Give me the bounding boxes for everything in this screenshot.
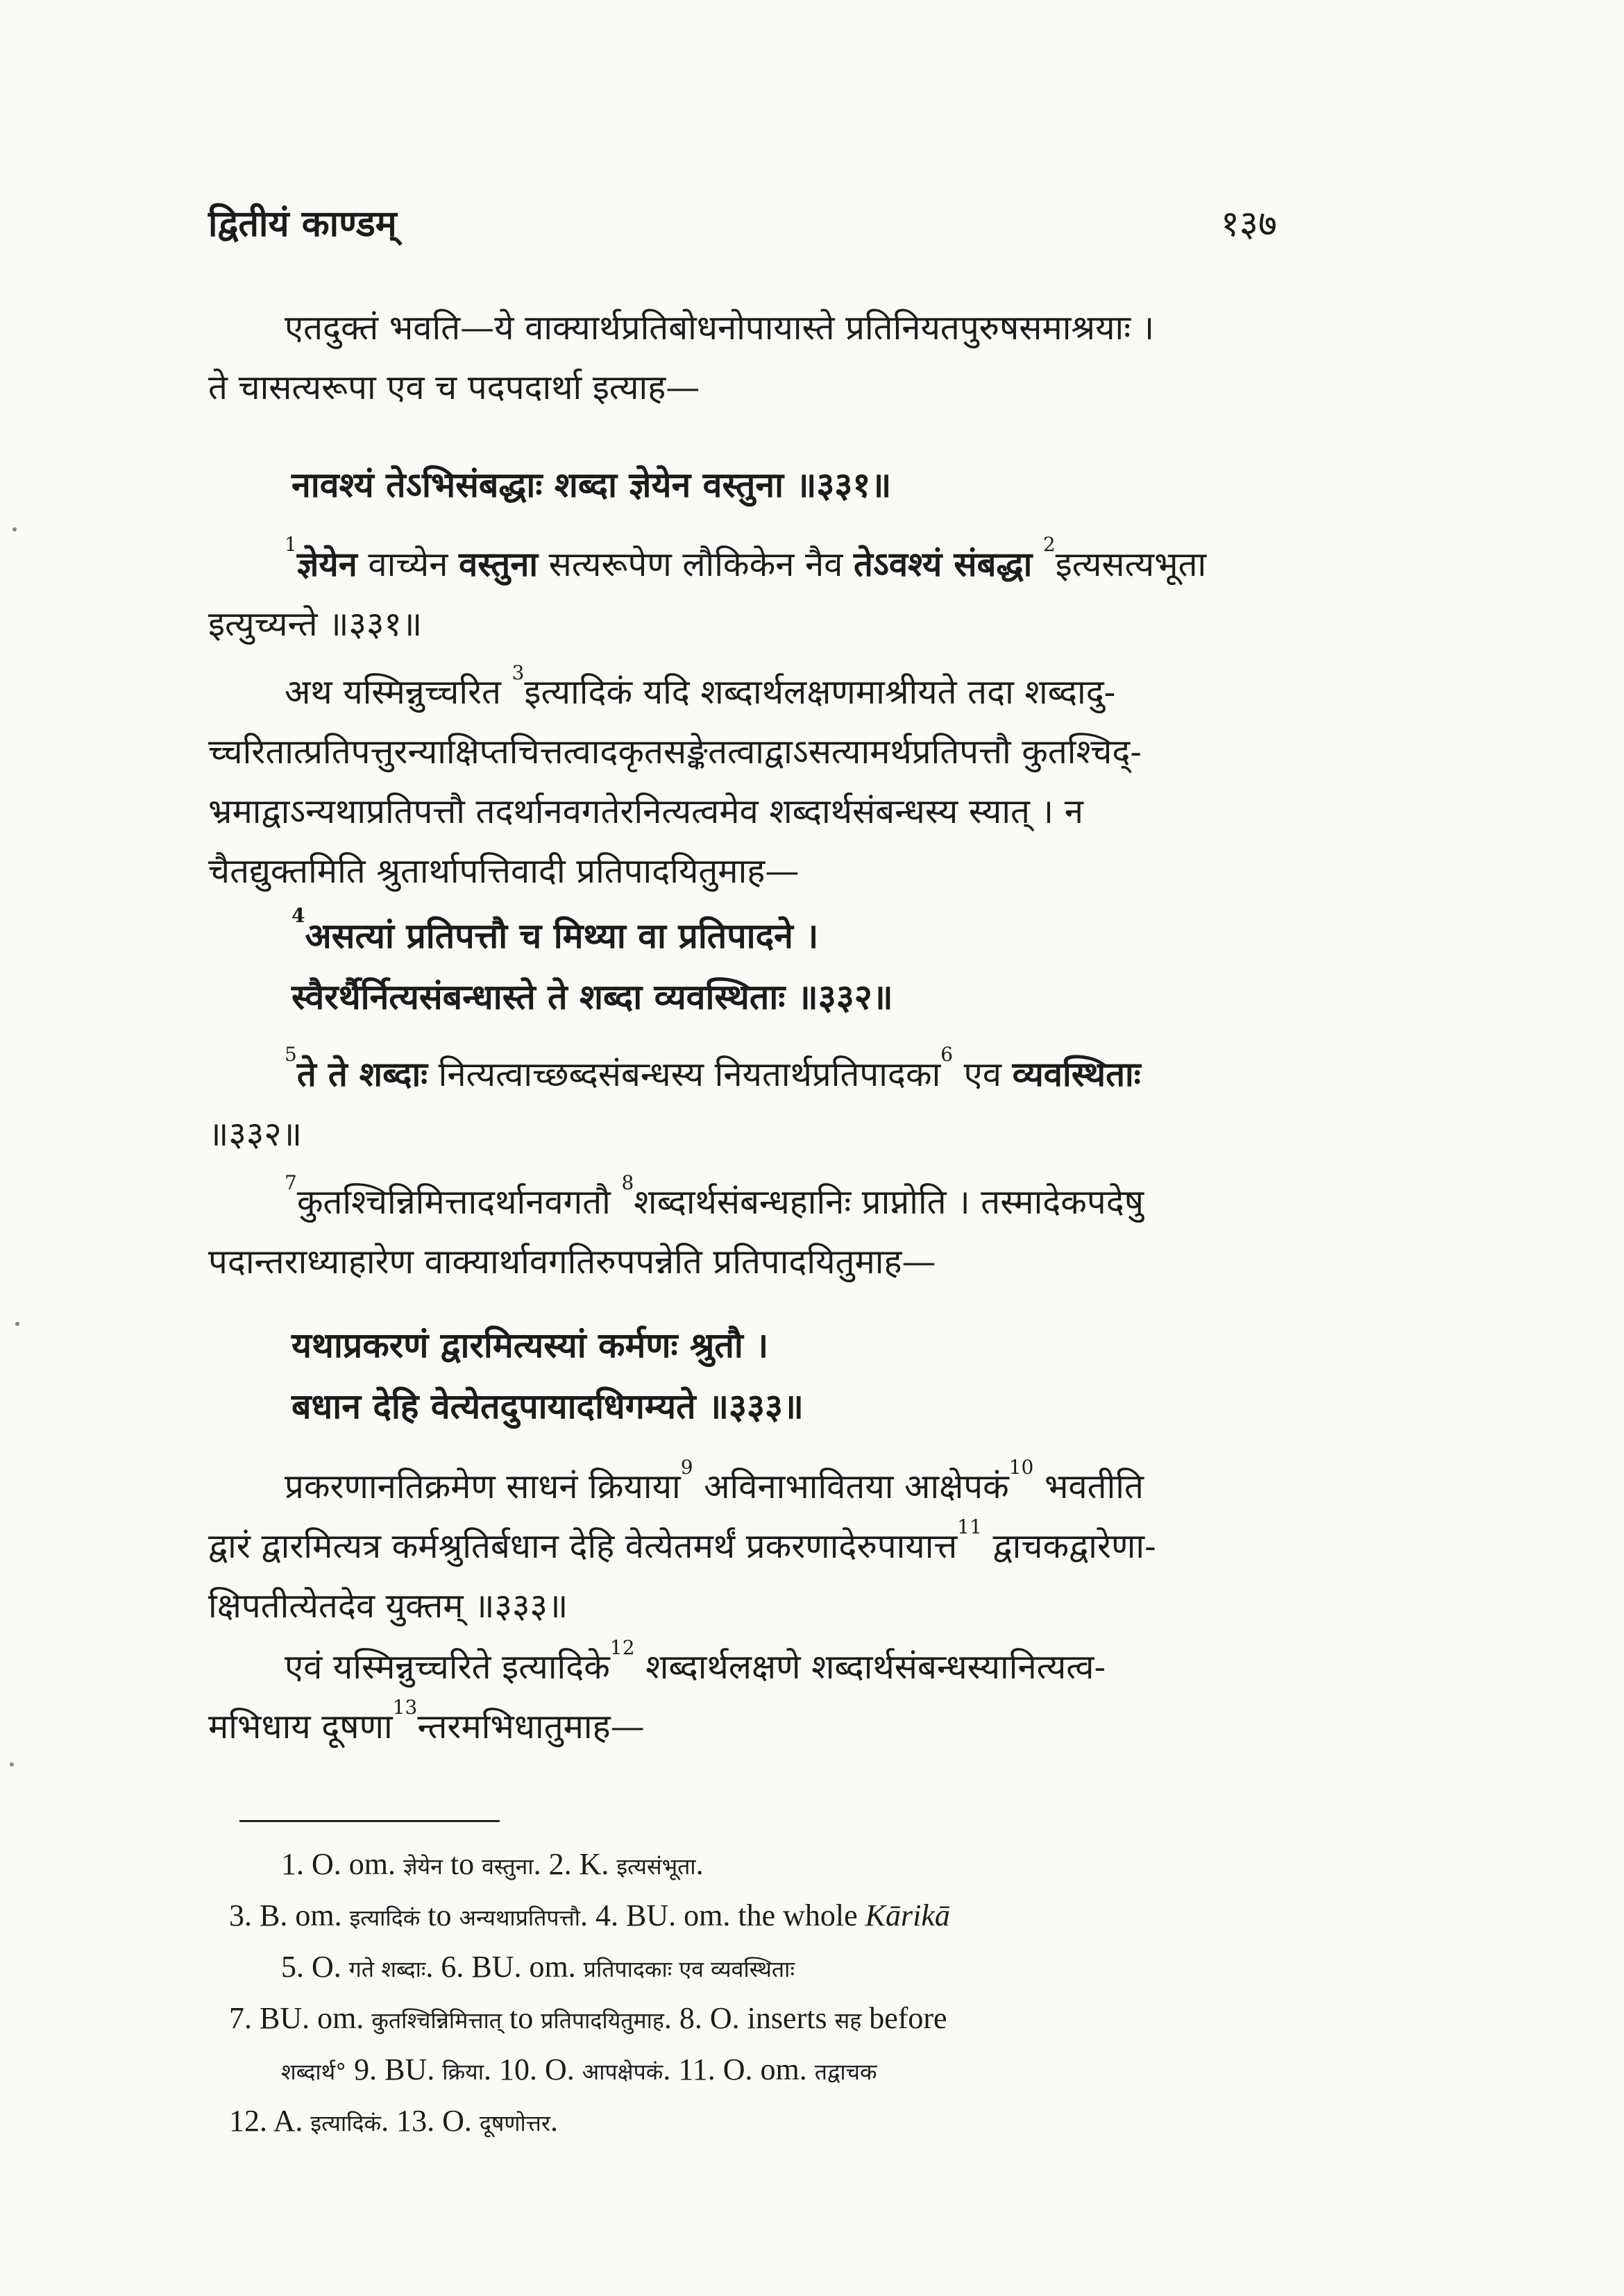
fn-text: . 11. O. om. [663, 2052, 815, 2086]
text-span: न्तरमभिधातुमाह— [417, 1707, 645, 1746]
text-line [208, 1517, 1312, 1576]
chapter-title: द्वितीयं काण्डम् [208, 203, 397, 245]
footnote-line-4 [229, 1993, 1312, 2046]
text-line [208, 1457, 1312, 1517]
fn-text: . 2. K. [533, 1847, 617, 1881]
scan-speck [15, 1322, 19, 1326]
scan-speck [10, 1762, 14, 1767]
footnote-marker: 7 [285, 1171, 297, 1194]
text-line: चैतद्युक्तमिति श्रुतार्थापत्तिवादी प्रतिपादयितुमाह— [208, 851, 800, 891]
text-span: कुतश्चिन्निमित्तादर्थानवगतौ [296, 1182, 622, 1222]
footnote-marker: 13 [392, 1696, 418, 1719]
footnote-marker: 9 [680, 1456, 693, 1479]
fn-text: 3. B. om. [229, 1898, 350, 1932]
commentary-paragraph-1 [208, 298, 1312, 418]
fn-text: सह [834, 2007, 862, 2034]
text-line: भ्रमाद्वाऽन्यथाप्रतिपत्तौ तदर्थानवगतेरनित्यत्वमेव शब्दार्थसंबन्धस्य स्यात् । न [208, 792, 1083, 831]
footnote-marker: 2 [1042, 533, 1056, 556]
fn-text: . 4. BU. om. the whole [580, 1898, 865, 1932]
fn-text: to [442, 1847, 482, 1881]
fn-text: to [420, 1898, 459, 1932]
text-span: एव [953, 1055, 1013, 1094]
footnote-line-6 [229, 2095, 1312, 2149]
footnote-line-5 [281, 2044, 1364, 2098]
verse-line: नावश्यं तेऽभिसंबद्धाः शब्दा ज्ञेयेन वस्तुना ॥३३१॥ [291, 464, 892, 505]
fn-text: 12. A. [229, 2104, 311, 2138]
footnote-marker: 5 [285, 1043, 297, 1066]
text-line: ॥३३२॥ [208, 1114, 303, 1154]
footnote-marker: 12 [609, 1636, 635, 1659]
fn-text: शब्दार्थ° [281, 2059, 347, 2085]
text-span: द्वारं द्वारमित्यत्र कर्मश्रुतिर्बधान देहि वेत्येतमर्थं प्रकरणादेरुपायात्त [208, 1527, 958, 1566]
footnote-marker: 6 [940, 1043, 954, 1066]
verse-line: यथाप्रकरणं द्वारमित्यस्यां कर्मणः श्रुतौ । [291, 1325, 769, 1366]
fn-text: ज्ञेयेन [403, 1853, 443, 1880]
lemma: ज्ञेयेन [296, 544, 357, 584]
footnote-divider [239, 1820, 500, 1822]
commentary-331 [208, 534, 1312, 654]
fn-text: आपक्षेपकं [582, 2059, 663, 2085]
text-line [208, 1697, 1312, 1757]
fn-text: 7. BU. om. [229, 2001, 372, 2035]
footnote-marker: 8 [621, 1171, 634, 1194]
fn-text: दूषणोत्तर [479, 2110, 550, 2136]
text-span: भवतीति [1033, 1467, 1144, 1506]
fn-text: 9. BU. [346, 2052, 443, 2086]
scan-speck [12, 527, 17, 532]
commentary-paragraph-3 [208, 663, 1312, 901]
text-span: अथ यस्मिन्नुच्चरित [285, 672, 512, 712]
fn-text: क्रिया [442, 2059, 484, 2085]
text-line: एतदुक्तं भवति—ये वाक्यार्थप्रतिबोधनोपायास्ते प्रतिनियतपुरुषसमाश्रयाः । [285, 308, 1155, 348]
fn-text: Kārikā [865, 1898, 950, 1932]
lemma: व्यवस्थिताः [1012, 1054, 1141, 1094]
fn-text: . [550, 2104, 558, 2138]
running-header [208, 198, 1277, 246]
fn-text: तद्वाचक [814, 2059, 877, 2085]
text-span: एवं यस्मिन्नुच्चरिते इत्यादिके [285, 1647, 610, 1687]
text-span: शब्दार्थलक्षणे शब्दार्थसंबन्धस्यानित्यत्व- [634, 1647, 1106, 1687]
fn-text: प्रतिपादयितुमाह [541, 2007, 664, 2034]
fn-text: वस्तुना [482, 1853, 534, 1880]
text-line [208, 1638, 1312, 1697]
verse-line: बधान देहि वेत्येतदुपायादधिगम्यते ॥३३३॥ [291, 1386, 804, 1427]
text-line [208, 1044, 1312, 1105]
fn-text: . 8. O. inserts [663, 2001, 835, 2035]
text-span: शब्दार्थसंबन्धहानिः प्राप्नोति । तस्मादेकपदेषु [634, 1182, 1144, 1222]
footnote-line-2 [229, 1890, 1312, 1944]
fn-text: . 10. O. [484, 2052, 582, 2086]
footnote-line-3 [281, 1941, 1364, 1995]
fn-text: इत्यादिकं [349, 1905, 421, 1931]
verse-line: स्वैरर्थैर्नित्यसंबन्धास्ते ते शब्दा व्यवस्थिताः ॥३३२॥ [291, 976, 893, 1017]
verse-331 [291, 454, 1312, 516]
text-line: क्षिपतीत्येतदेव युक्तम् ॥३३३॥ [208, 1586, 568, 1626]
verse-332 [291, 905, 1312, 1028]
footnote-marker: 10 [1008, 1456, 1034, 1479]
fn-text: . 6. BU. om. [425, 1950, 584, 1984]
text-span: सत्यरूपेण लौकिकेन नैव [538, 545, 854, 584]
fn-text: प्रतिपादकाः एव व्यवस्थिताः [583, 1956, 795, 1982]
footnote-marker: 1 [285, 533, 297, 556]
commentary-332 [208, 1044, 1312, 1164]
page-number: १३७ [1220, 203, 1277, 245]
lemma: ते ते शब्दाः [296, 1054, 428, 1094]
footnote-marker: 3 [511, 661, 525, 684]
fn-text: . 13. O. [381, 2104, 480, 2138]
fn-text: 1. O. om. [281, 1847, 403, 1881]
fn-text: गते शब्दाः [348, 1956, 426, 1982]
commentary-333 [208, 1457, 1312, 1636]
text-span: इत्यादिकं यदि शब्दार्थलक्षणमाश्रीयते तदा शब्दादु- [524, 672, 1116, 712]
text-span: प्रकरणानतिक्रमेण साधनं क्रियाया [285, 1467, 681, 1506]
footnote-marker: 4 [291, 904, 305, 927]
text-line [208, 1173, 1312, 1232]
commentary-paragraph-7 [208, 1638, 1312, 1757]
text-line: च्चरितात्प्रतिपत्तुरन्याक्षिप्तचित्तत्वादकृतसङ्केतत्वाद्वाऽसत्यामर्थप्रतिपत्तौ कुतश्चिद्- [208, 732, 1142, 772]
fn-text: इत्यादिकं [310, 2110, 382, 2136]
footnote-marker: 11 [957, 1515, 982, 1538]
commentary-paragraph-5 [208, 1173, 1312, 1292]
text-span: मभिधाय दूषणा [208, 1707, 393, 1746]
fn-text: इत्यसंभूता [616, 1853, 696, 1880]
text-span: वाच्येन [357, 545, 459, 584]
text-span: असत्यां प्रतिपत्तौ च मिथ्या वा प्रतिपादने । [305, 915, 819, 956]
fn-text: अन्यथाप्रतिपत्तौ [459, 1905, 581, 1931]
fn-text: 5. O. [281, 1950, 349, 1984]
text-span: द्वाचकद्वारेणा- [981, 1527, 1156, 1566]
fn-text: कुतश्चिन्निमित्तात् [371, 2007, 502, 2034]
lemma: तेऽवश्यं संबद्धा [854, 544, 1033, 584]
verse-line [291, 905, 1312, 967]
text-line [208, 663, 1312, 722]
text-line: ते चासत्यरूपा एव च पदपदार्था इत्याह— [208, 368, 700, 407]
footnote-line-1 [281, 1839, 1364, 1892]
fn-text: to [501, 2001, 541, 2035]
verse-333 [291, 1315, 1312, 1437]
fn-text: before [861, 2001, 947, 2035]
lemma: वस्तुना [458, 544, 539, 584]
text-span: अविनाभावितया आक्षेपकं [693, 1467, 1009, 1506]
text-line: पदान्तराध्याहारेण वाक्यार्थावगतिरुपपन्नेति प्रतिपादयितुमाह— [208, 1242, 936, 1282]
text-span: नित्यत्वाच्छब्दसंबन्धस्य नियतार्थप्रतिपादका [428, 1055, 941, 1094]
text-span: इत्यसत्यभूता [1055, 545, 1207, 584]
fn-text: . [695, 1847, 704, 1881]
text-line: इत्युच्यन्ते ॥३३१॥ [208, 604, 423, 644]
text-line [208, 534, 1312, 595]
